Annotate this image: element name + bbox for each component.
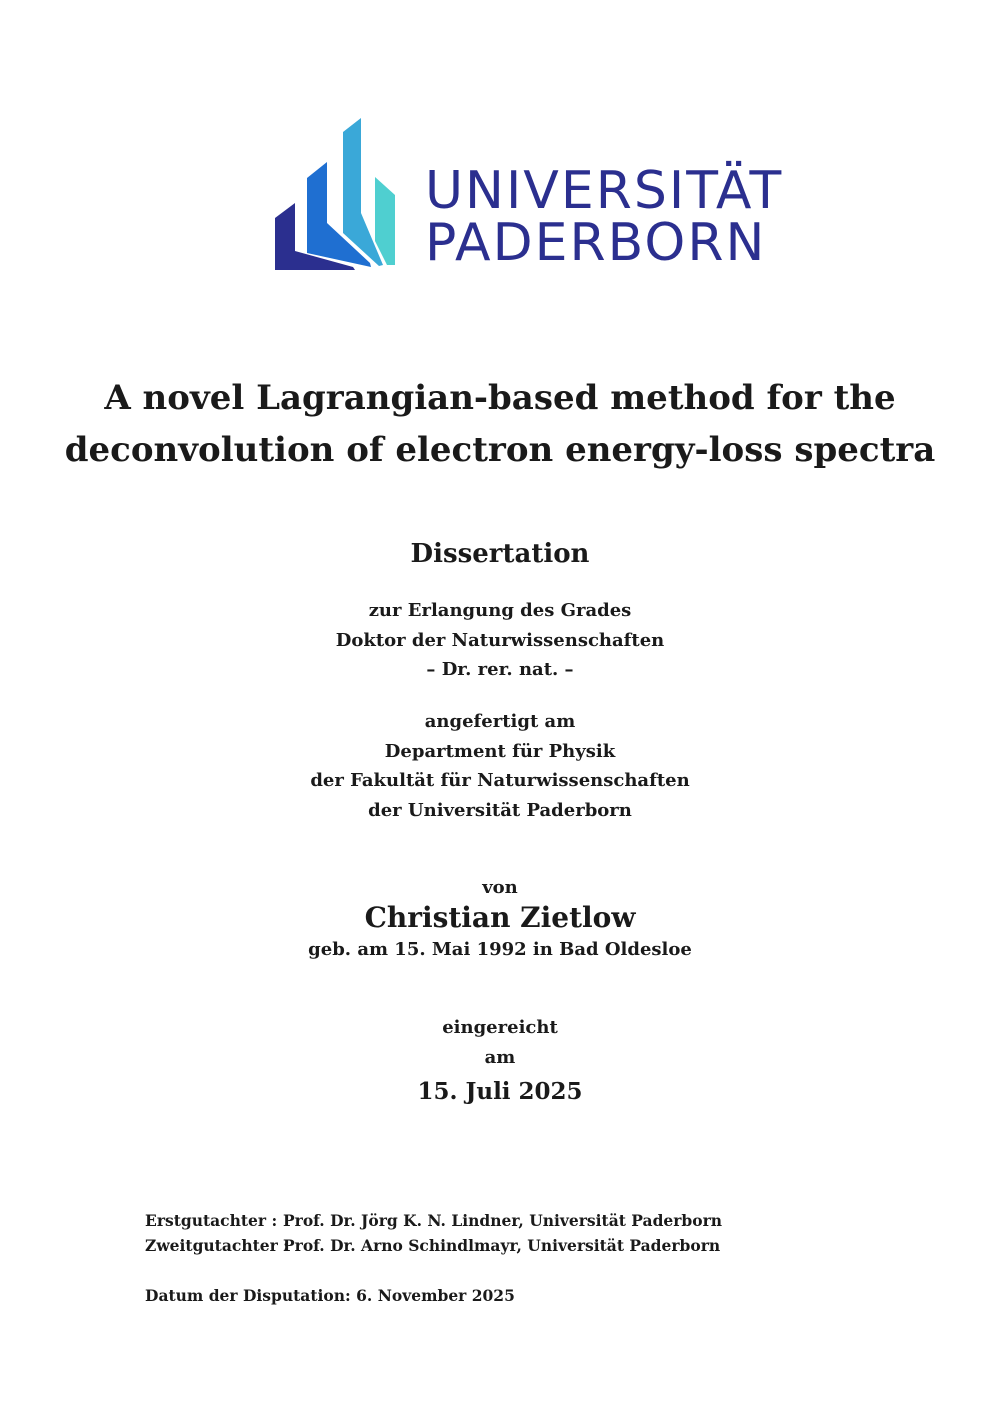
submission-block [0,1013,1000,1072]
logo-line-1: UNIVERSITÄT [425,161,784,221]
submission-date: 15. Juli 2025 [417,1078,583,1105]
author-name: Christian Zietlow [364,901,636,934]
department-line-1: angefertigt am [424,711,576,732]
university-logo-mark [275,115,395,273]
referees-block [145,1208,722,1258]
degree-line-3: – Dr. rer. nat. – [426,659,574,680]
submission-line-1: eingereicht [442,1017,558,1038]
document-type: Dissertation [410,539,590,569]
title-line-2: deconvolution of electron energy-loss spectra [64,430,936,470]
referee-row [145,1233,722,1258]
referee-name: Prof. Dr. Arno Schindlmayr, Universität Paderborn [283,1236,721,1255]
department-line-4: der Universität Paderborn [368,799,632,821]
department-line-3: der Fakultät für Naturwissenschaften [310,770,690,791]
degree-block [0,596,1000,685]
thesis-title [0,372,1000,476]
referee-row [145,1208,722,1233]
disputation-date: 6. November 2025 [356,1286,515,1305]
disputation-date-line [145,1283,515,1308]
title-line-1: A novel Lagrangian-based method for the [104,378,896,418]
department-block [0,707,1000,825]
referee-label: Zweitgutachter : [145,1236,289,1255]
logo-line-2: PADERBORN [425,213,767,273]
university-logo [275,115,784,275]
submission-line-2: am [484,1046,516,1068]
referee-name: Prof. Dr. Jörg K. N. Lindner, Universität Paderborn [283,1211,723,1230]
author-prefix: von [482,877,518,898]
disputation-label: Datum der Disputation: [145,1286,351,1305]
logo-bar-cyan [375,177,395,265]
degree-line-1: zur Erlangung des Grades [368,600,632,621]
department-line-2: Department für Physik [384,740,616,762]
degree-line-2: Doktor der Naturwissenschaften [335,629,665,651]
university-logo-wordmark [425,161,784,273]
author-birth: geb. am 15. Mai 1992 in Bad Oldesloe [308,939,692,960]
referee-label: Erstgutachter : [145,1211,278,1230]
